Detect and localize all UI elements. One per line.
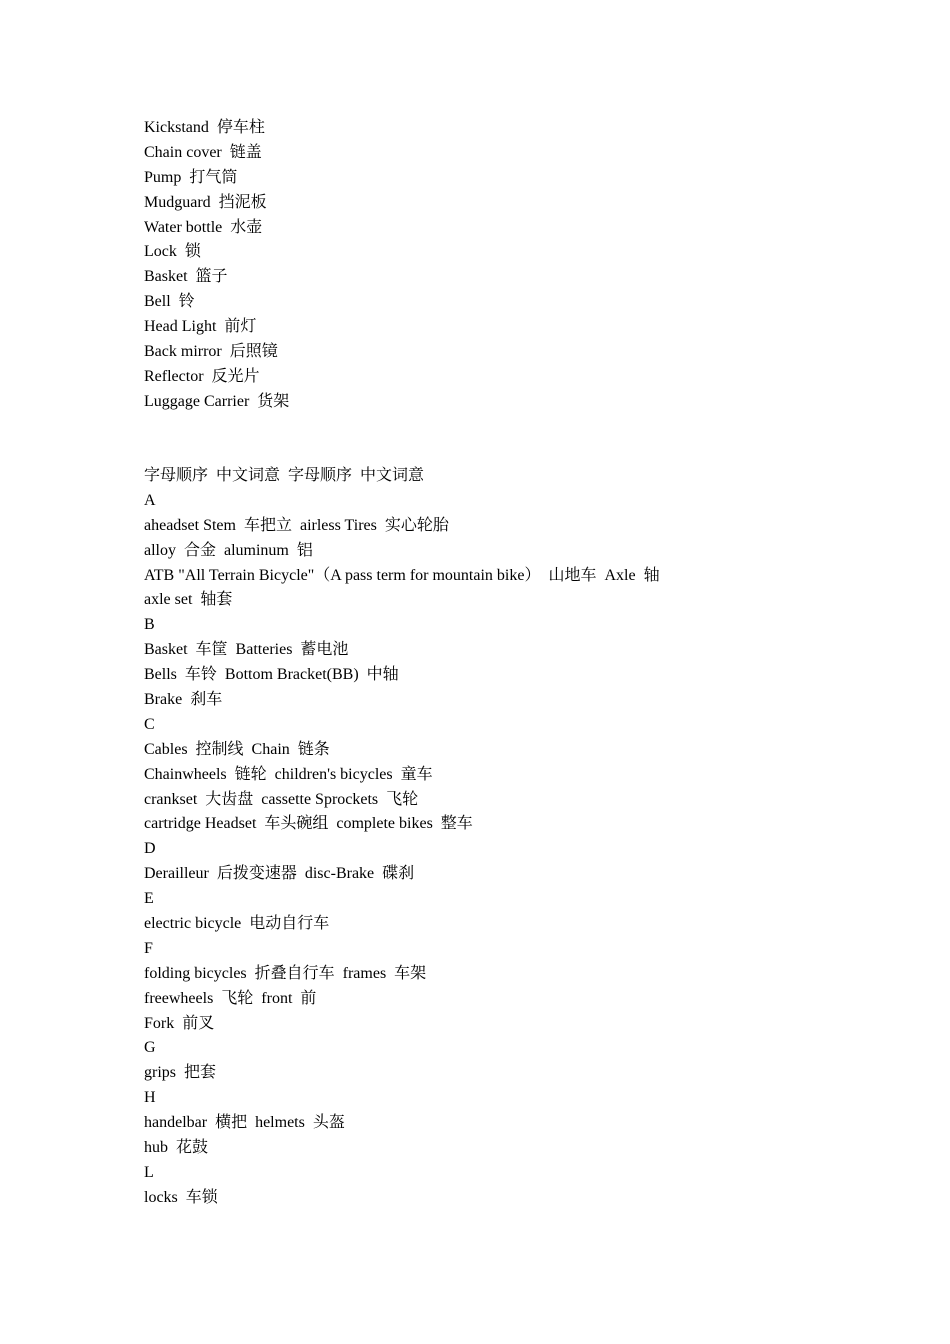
glossary-letter-heading: H [144, 1089, 156, 1107]
glossary-letter-heading: L [144, 1163, 154, 1181]
glossary-letter-heading: E [144, 890, 154, 908]
parts-list-item: Pump 打气筒 [144, 168, 238, 186]
glossary-entry: Cables 控制线 Chain 链条 [144, 740, 330, 758]
glossary-entry: electric bicycle 电动自行车 [144, 915, 330, 933]
glossary-entry: folding bicycles 折叠自行车 frames 车架 [144, 964, 427, 982]
glossary-entry: cartridge Headset 车头碗组 complete bikes 整车 [144, 815, 473, 833]
parts-list-item: Luggage Carrier 货架 [144, 392, 290, 410]
parts-list-item: Head Light 前灯 [144, 318, 257, 336]
parts-list-item: Basket 篮子 [144, 268, 228, 286]
parts-list [144, 116, 289, 415]
glossary-entry: ATB "All Terrain Bicycle"（A pass term for mountain bike） 山地车 Axle 轴 [144, 566, 660, 584]
glossary-entry: locks 车锁 [144, 1188, 218, 1206]
parts-list-item: Bell 铃 [144, 293, 195, 311]
glossary-entry: crankset 大齿盘 cassette Sprockets 飞轮 [144, 790, 419, 808]
glossary-entry: Fork 前叉 [144, 1014, 215, 1032]
parts-list-item: Kickstand 停车柱 [144, 119, 265, 136]
glossary-letter-heading: D [144, 840, 156, 858]
glossary-entry: alloy 合金 aluminum 铝 [144, 541, 313, 559]
parts-list-item: Back mirror 后照镜 [144, 343, 278, 361]
glossary-entry: Bells 车铃 Bottom Bracket(BB) 中轴 [144, 666, 399, 684]
glossary-entry: Basket 车筐 Batteries 蓄电池 [144, 641, 349, 659]
glossary-entry: Chainwheels 链轮 children's bicycles 童车 [144, 765, 433, 783]
parts-list-item: Water bottle 水壶 [144, 218, 263, 236]
glossary-entry: aheadset Stem 车把立 airless Tires 实心轮胎 [144, 516, 449, 534]
glossary-entry: hub 花鼓 [144, 1139, 209, 1157]
parts-list-item: Reflector 反光片 [144, 367, 260, 385]
parts-list-item: Mudguard 挡泥板 [144, 193, 267, 211]
glossary-letter-heading: A [144, 491, 156, 509]
glossary-section [144, 464, 660, 1211]
glossary-header: 字母顺序 中文词意 字母顺序 中文词意 [144, 467, 425, 484]
glossary-entry: axle set 轴套 [144, 591, 233, 609]
glossary-letter-heading: F [144, 939, 153, 957]
glossary-letter-heading: G [144, 1039, 156, 1057]
parts-list-item: Lock 锁 [144, 243, 201, 261]
glossary-entry: Brake 刹车 [144, 691, 223, 709]
glossary-letter-heading: C [144, 715, 155, 733]
glossary-entry: Derailleur 后拨变速器 disc-Brake 碟刹 [144, 865, 415, 883]
glossary-letter-heading: B [144, 616, 155, 634]
glossary-entry: grips 把套 [144, 1064, 217, 1082]
glossary-entry: freewheels 飞轮 front 前 [144, 989, 317, 1007]
parts-list-item: Chain cover 链盖 [144, 143, 262, 161]
glossary-entry: handelbar 横把 helmets 头盔 [144, 1114, 345, 1132]
